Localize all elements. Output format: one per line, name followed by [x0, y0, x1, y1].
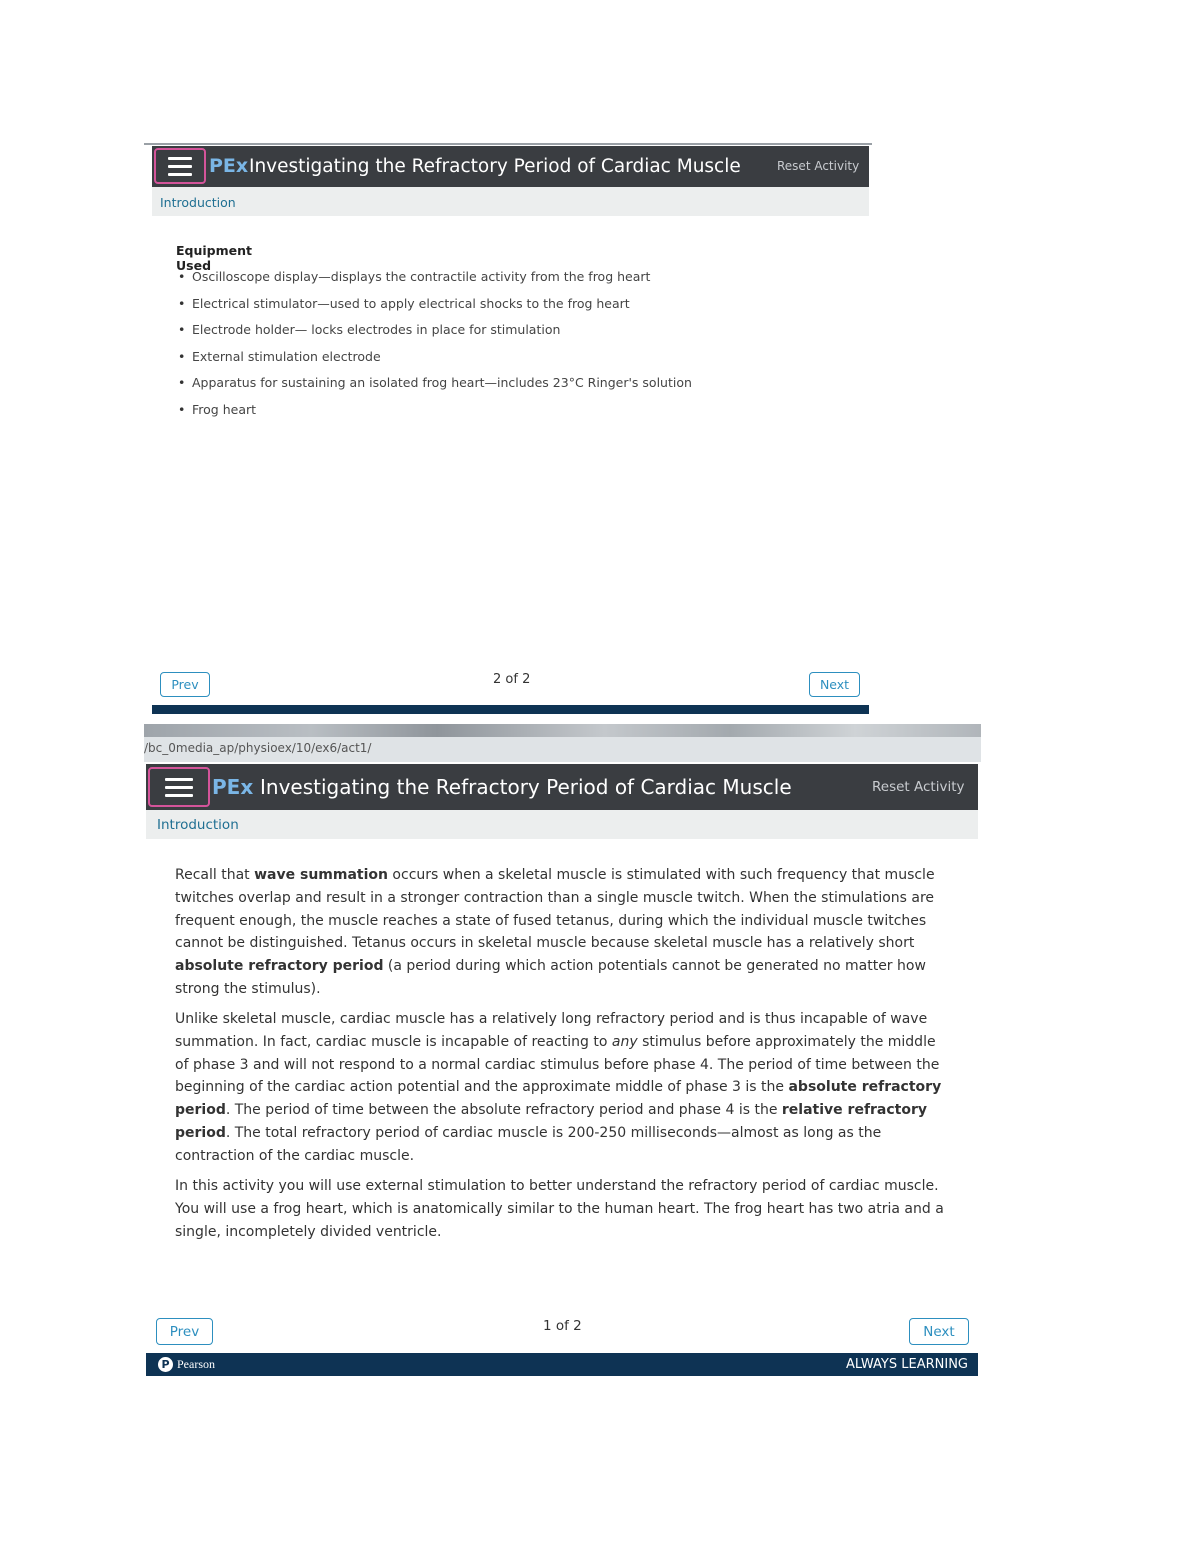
- text-run: stimulus before approximately the middle of phase 3 and will not respond to a normal cardiac stimulus before phase 4. The period of time between the beginning of the cardiac action potential and the approximate middle of phase 3 is the: [175, 1033, 940, 1096]
- intro-paragraph: [175, 1008, 947, 1168]
- section-label: Introduction: [160, 195, 236, 210]
- app-header: [146, 764, 978, 810]
- prev-button[interactable]: Prev: [160, 672, 210, 697]
- app-footer: [152, 705, 869, 714]
- window-edge: [144, 143, 872, 145]
- list-item: • Oscilloscope display—displays the contractile activity from the frog heart: [176, 269, 692, 296]
- prev-button[interactable]: Prev: [156, 1318, 213, 1345]
- equipment-heading: Equipment Used: [176, 243, 252, 273]
- browser-tab-strip: [144, 724, 981, 737]
- list-item: • External stimulation electrode: [176, 349, 692, 376]
- page-indicator: 2 of 2: [493, 672, 531, 687]
- next-button[interactable]: Next: [809, 672, 860, 697]
- footer-tagline: ALWAYS LEARNING: [845, 1357, 968, 1372]
- reset-activity-button[interactable]: Reset Activity: [872, 779, 965, 795]
- list-item: • Apparatus for sustaining an isolated frog heart—includes 23°C Ringer's solution: [176, 375, 692, 402]
- bold-term: absolute refractory period: [175, 1079, 942, 1119]
- page-title: Investigating the Refractory Period of Cardiac Muscle: [249, 156, 741, 177]
- pearson-icon: P: [158, 1357, 173, 1372]
- section-label: Introduction: [157, 817, 239, 833]
- emphasis: any: [611, 1033, 638, 1050]
- text-run: occurs when a skeletal muscle is stimulated with such frequency that muscle twitches overlap and result in a stronger contraction than a single muscle twitch. When the stimulations are frequent enough, the muscle reaches a state of fused tetanus, during which the individual muscle twitches cannot be distinguished. Tetanus occurs in skeletal muscle because skeletal muscle has a relatively short: [175, 867, 935, 952]
- list-item: • Electrical stimulator—used to apply electrical shocks to the frog heart: [176, 296, 692, 323]
- page-title: Investigating the Refractory Period of Cardiac Muscle: [260, 775, 792, 799]
- text-run: . The period of time between the absolute refractory period and phase 4 is the: [225, 1102, 782, 1119]
- reset-activity-button[interactable]: Reset Activity: [777, 159, 860, 173]
- menu-button[interactable]: [154, 148, 206, 184]
- hamburger-icon: [168, 157, 192, 160]
- section-bar: [152, 187, 869, 216]
- text-run: (a period during which action potentials cannot be generated no matter how strong the stimulus).: [175, 958, 926, 997]
- hamburger-icon: [165, 778, 193, 781]
- app-footer: [146, 1353, 978, 1376]
- page-indicator: 1 of 2: [543, 1318, 582, 1334]
- intro-paragraph: [175, 1175, 953, 1243]
- text-run: . The total refractory period of cardiac muscle is 200-250 milliseconds—almost as long as the contraction of the cardiac muscle.: [175, 1124, 882, 1164]
- app-header: [152, 146, 869, 187]
- text-run: In this activity you will use external stimulation to better understand the refractory period of cardiac muscle. You will use a frog heart, which is anatomically similar to the human heart. The frog heart has two atria and a single, incompletely divided ventricle.: [175, 1178, 944, 1240]
- pearson-logo: P Pearson: [158, 1357, 215, 1372]
- text-run: Unlike skeletal muscle, cardiac muscle has a relatively long refractory period and is thus incapable of wave summation. In fact, cardiac muscle is incapable of reacting to: [175, 1011, 928, 1050]
- address-bar[interactable]: [144, 737, 981, 762]
- list-item: • Frog heart: [176, 402, 692, 429]
- next-button[interactable]: Next: [909, 1318, 969, 1345]
- bold-term: wave summation: [254, 867, 388, 883]
- bold-term: absolute refractory period: [175, 958, 384, 975]
- section-bar: [146, 810, 978, 839]
- pex-logo: PEx: [212, 775, 254, 799]
- text-run: Recall that: [175, 867, 255, 883]
- list-item: • Electrode holder— locks electrodes in place for stimulation: [176, 322, 692, 349]
- pex-logo: PEx: [209, 155, 249, 177]
- bold-term: relative refractory period: [175, 1102, 928, 1141]
- equipment-list: [176, 269, 692, 428]
- intro-paragraph: [175, 864, 953, 1001]
- menu-button[interactable]: [148, 767, 210, 807]
- url-text: /bc_0media_ap/physioex/10/ex6/act1/: [144, 741, 372, 755]
